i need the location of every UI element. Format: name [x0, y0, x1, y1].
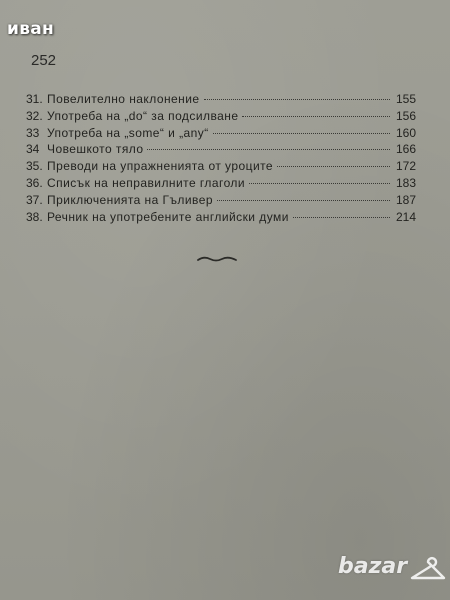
toc-entry	[26, 193, 416, 210]
toc-entry-number: 38.	[26, 209, 43, 224]
toc-entry-page: 172	[395, 159, 416, 174]
toc-entry	[26, 210, 416, 227]
toc-entry-number: 37.	[26, 192, 43, 207]
toc-entry-title: Речник на употребените английски думи	[47, 209, 289, 224]
page-number: 252	[31, 52, 57, 69]
toc-entry-number: 34	[26, 142, 40, 157]
ornament-separator	[196, 255, 238, 263]
marketplace-watermark	[338, 552, 450, 592]
toc-entry-title: Списък на неправилните глаголи	[47, 175, 246, 190]
toc-entry-number: 33	[26, 125, 40, 140]
dot-leader	[293, 217, 390, 218]
toc-entry-page: 187	[395, 192, 416, 207]
toc-entry-page: 166	[395, 142, 416, 157]
toc-entry	[26, 142, 416, 159]
toc-entry-title: Приключенията на Гъливер	[47, 192, 213, 207]
toc-entry-page: 155	[395, 92, 416, 106]
toc-entry-number: 35.	[26, 159, 43, 174]
table-of-contents	[26, 92, 416, 226]
watermark-logo-text: bazar	[338, 554, 408, 579]
dot-leader	[147, 149, 390, 150]
toc-entry-title: Употреба на „some“ и „any“	[47, 125, 209, 140]
toc-entry-title: Употреба на „do“ за подсилване	[47, 108, 239, 123]
toc-entry-number: 32.	[26, 108, 43, 123]
dot-leader	[213, 133, 390, 134]
dot-leader	[277, 166, 390, 167]
dot-leader	[217, 200, 390, 201]
toc-entry-page: 214	[395, 209, 416, 224]
seller-username: иван	[7, 19, 55, 39]
toc-entry-number: 36.	[26, 175, 43, 190]
toc-entry-page: 156	[395, 108, 416, 123]
toc-entry-title: Преводи на упражненията от уроците	[47, 159, 274, 174]
toc-entry	[26, 109, 416, 126]
toc-entry-number: 31.	[26, 92, 43, 106]
toc-entry-title: Повелително наклонение	[47, 92, 200, 106]
dot-leader	[242, 116, 390, 117]
toc-entry-title: Човешкото тяло	[47, 142, 144, 157]
toc-entry	[26, 176, 416, 193]
hanger-icon	[408, 556, 448, 584]
toc-entry	[26, 92, 416, 109]
toc-entry-page: 183	[395, 175, 416, 190]
toc-entry	[26, 126, 416, 143]
toc-entry-page: 160	[395, 125, 416, 140]
dot-leader	[249, 183, 390, 184]
dot-leader	[204, 99, 391, 100]
toc-entry	[26, 159, 416, 176]
